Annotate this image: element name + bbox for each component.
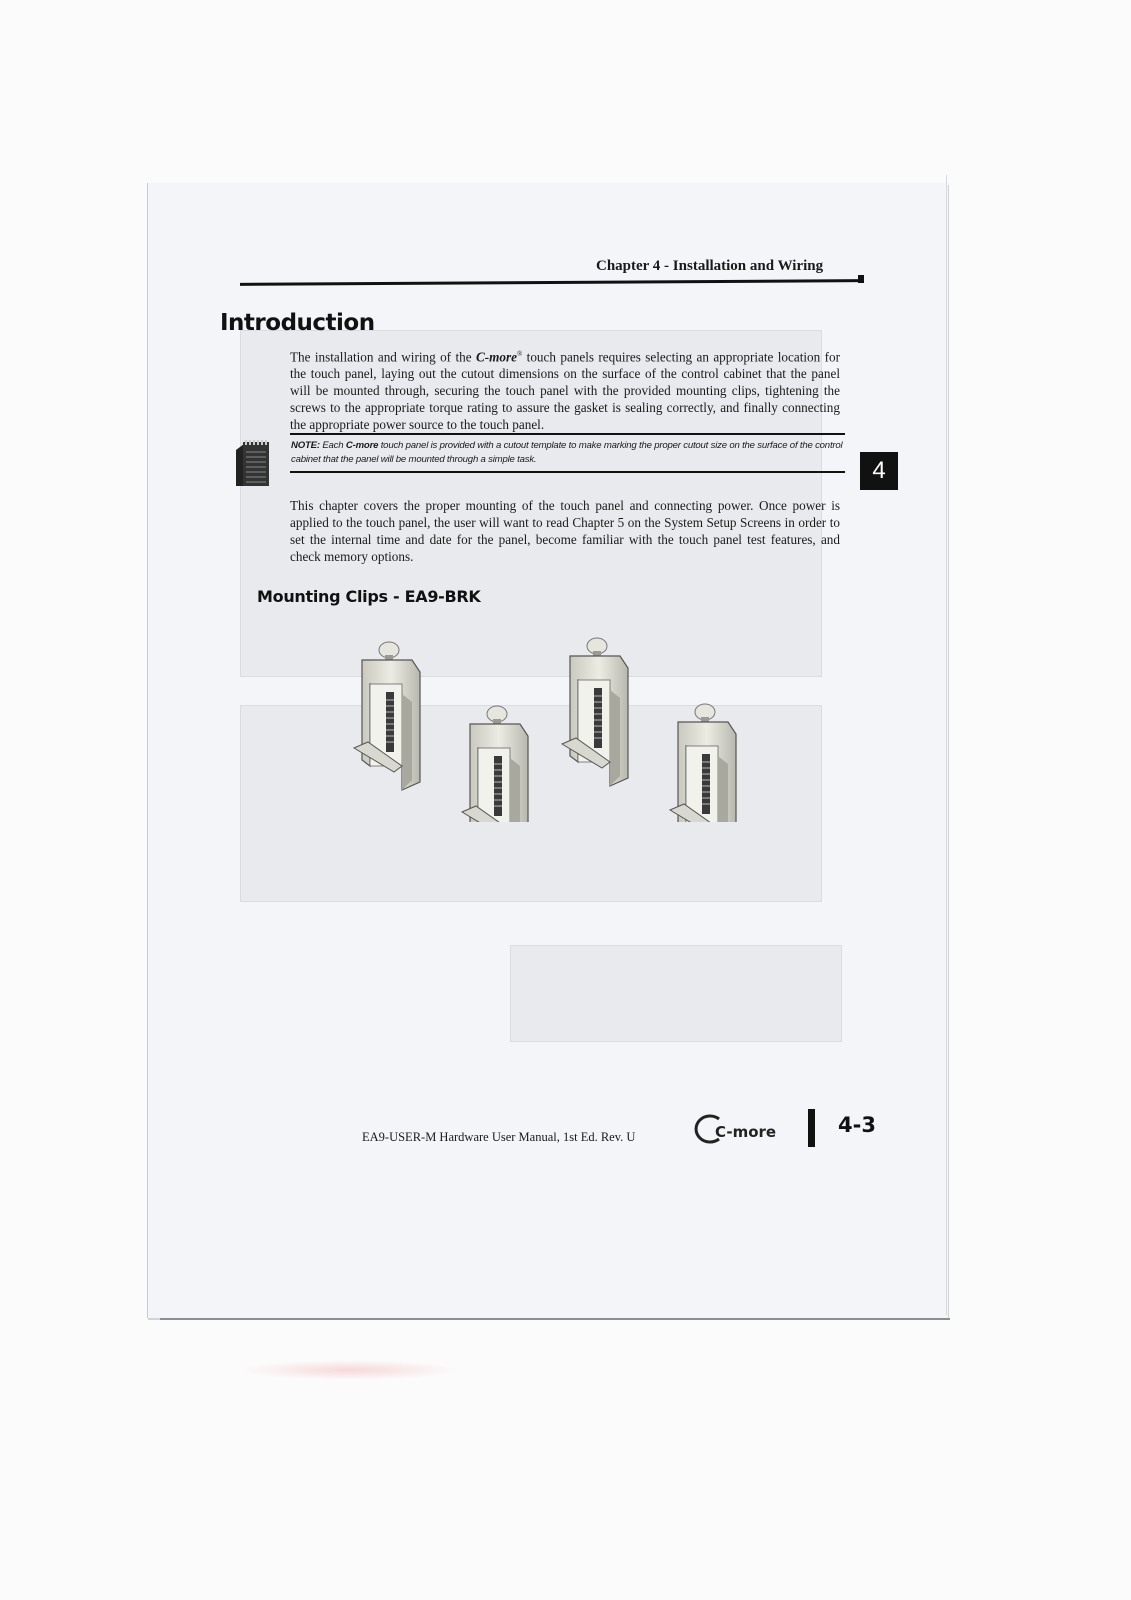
section-title: Introduction [220,310,375,336]
footer-bar [808,1109,815,1147]
note-label: NOTE: [291,440,320,451]
intro-paragraph [290,346,840,433]
registered-mark: ® [516,350,523,358]
note-brand: C-more [345,440,379,451]
mounting-clips-illustration [340,612,760,822]
page-edge [160,1318,950,1320]
note-body: Each [319,440,346,451]
intro-text: The installation and wiring of the [290,349,476,365]
note-body: touch panel is provided with a cutout template to make marking the proper cutout size on the surface of the control cabinet that the panel will be mounted through a simple task. [291,440,843,465]
notepad-icon [234,438,272,488]
chapter-tab: 4 [860,452,898,490]
note-rule [290,433,845,435]
bleed-through-table [510,945,842,1042]
page-edge [946,175,947,1315]
chapter-overview-paragraph: This chapter covers the proper mounting of the touch panel and connecting power. Once power is applied to the touch panel, the user will want to read Chapter 5 on the System Setup Screens in order to set the internal time and date for the panel, become familiar with the touch panel test features, and check memory options. [290,498,840,564]
cmore-logo [693,1113,793,1145]
manual-title: EA9-USER-M Hardware User Manual, 1st Ed. Rev. U [362,1130,636,1144]
intro-text: touch panels requires selecting an appropriate location for the touch panel, laying out the cutout dimensions on the surface of the control cabinet that the panel will be mounted through, securing the touch panel with the provided mounting clips, tightening the screws to the appropriate torque rating to assure the gasket is sealing correctly, and finally connecting the appropriate power source to the touch panel. [290,349,840,433]
chapter-header: Chapter 4 - Installation and Wiring [596,258,824,274]
brand-name: C-more [475,349,517,365]
note-text [291,439,846,466]
subsection-title: Mounting Clips - EA9-BRK [257,587,481,606]
page-number: 4-3 [838,1113,876,1137]
note-rule [290,471,845,473]
header-rule-end [858,275,864,283]
scan-smudge [240,1360,460,1380]
svg-text:C-more: C-more [715,1123,777,1141]
